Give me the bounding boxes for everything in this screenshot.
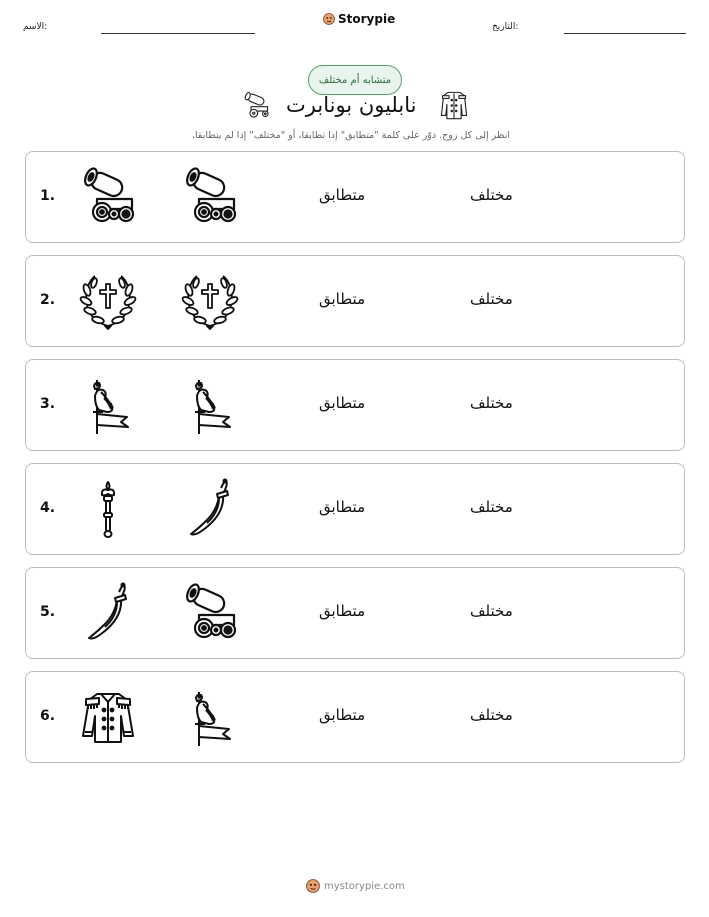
different-option[interactable]: مختلف xyxy=(470,498,513,516)
footer-url: mystorypie.com xyxy=(324,880,405,892)
brand xyxy=(323,12,395,26)
eagle-standard-icon xyxy=(179,686,241,748)
comparison-row xyxy=(25,463,685,555)
sabre-icon xyxy=(179,478,241,540)
row-number: 2. xyxy=(40,292,56,308)
brand-name: Storypie xyxy=(338,12,396,26)
cannon-icon xyxy=(179,166,241,228)
storypie-logo-icon xyxy=(306,879,320,893)
eagle-standard-icon xyxy=(179,374,241,436)
activity-tag: متشابه أم مختلف xyxy=(308,65,402,95)
same-option[interactable]: متطابق xyxy=(319,186,366,204)
comparison-row xyxy=(25,567,685,659)
name-label: الاسم: xyxy=(23,22,48,32)
comparison-row xyxy=(25,359,685,451)
eagle-standard-icon xyxy=(77,374,139,436)
different-option[interactable]: مختلف xyxy=(470,602,513,620)
same-option[interactable]: متطابق xyxy=(319,498,366,516)
worksheet-header xyxy=(0,0,709,50)
storypie-logo-icon xyxy=(323,13,335,25)
same-option[interactable]: متطابق xyxy=(319,394,366,412)
different-option[interactable]: مختلف xyxy=(470,394,513,412)
page-title: نابليون بونابرت xyxy=(286,93,417,117)
same-option[interactable]: متطابق xyxy=(319,602,366,620)
date-line xyxy=(564,33,686,34)
comparison-row xyxy=(25,255,685,347)
laurel-wreath-icon xyxy=(179,270,241,332)
comparison-row xyxy=(25,671,685,763)
date-label: التاريخ: xyxy=(492,22,519,32)
footer xyxy=(306,879,405,893)
name-line xyxy=(101,33,255,34)
different-option[interactable]: مختلف xyxy=(470,706,513,724)
row-number: 5. xyxy=(40,604,56,620)
title-row xyxy=(0,88,709,126)
row-number: 1. xyxy=(40,188,56,204)
same-option[interactable]: متطابق xyxy=(319,706,366,724)
comparison-row xyxy=(25,151,685,243)
row-number: 3. xyxy=(40,396,56,412)
instructions: انظر إلى كل زوج. دوّر على كلمة "متطابق" إذا تطابقا، أو "مختلف" إذا لم يتطابقا. xyxy=(191,130,510,141)
different-option[interactable]: مختلف xyxy=(470,186,513,204)
cannon-icon xyxy=(239,88,273,122)
scepter-icon xyxy=(77,478,139,540)
cannon-icon xyxy=(179,582,241,644)
uniform-jacket-icon xyxy=(437,88,471,122)
cannon-icon xyxy=(77,166,139,228)
laurel-wreath-icon xyxy=(77,270,139,332)
uniform-jacket-icon xyxy=(77,686,139,748)
row-number: 4. xyxy=(40,500,56,516)
sabre-icon xyxy=(77,582,139,644)
different-option[interactable]: مختلف xyxy=(470,290,513,308)
same-option[interactable]: متطابق xyxy=(319,290,366,308)
row-number: 6. xyxy=(40,708,56,724)
